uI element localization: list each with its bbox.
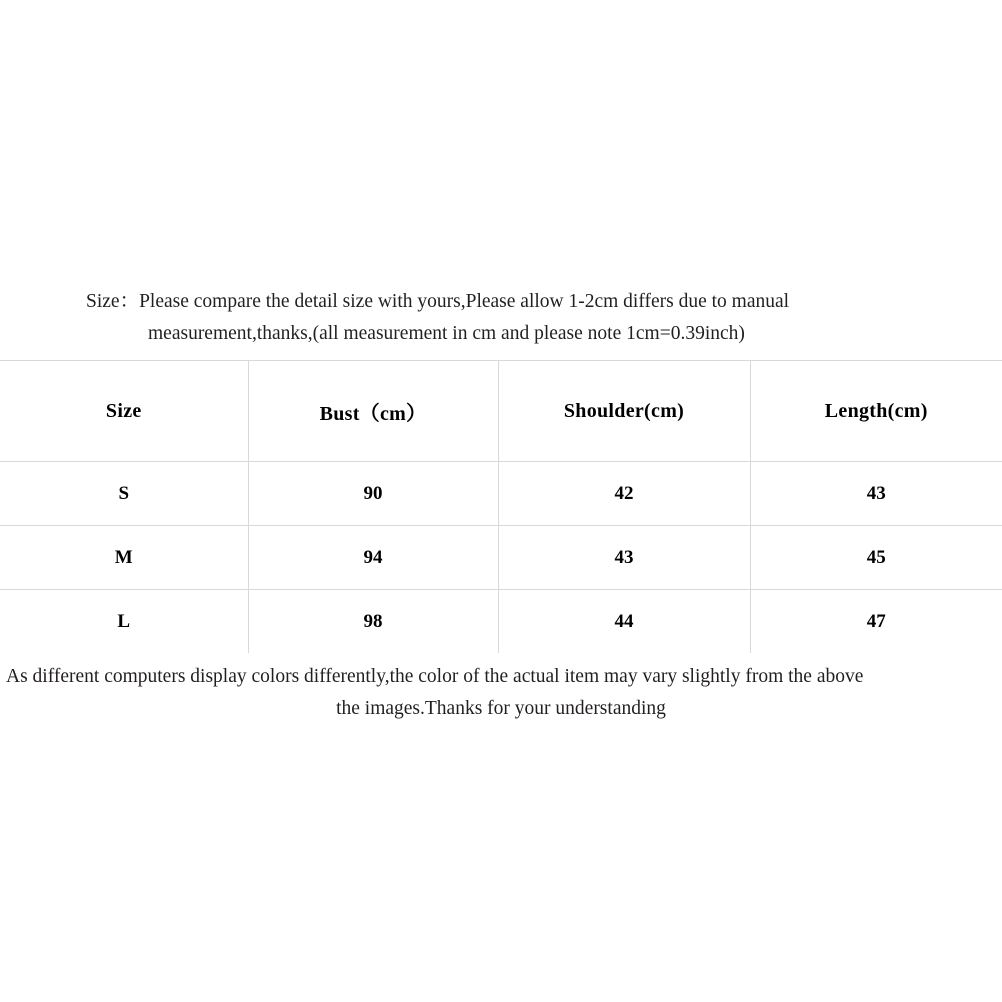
cell-bust: 98 [248, 590, 498, 654]
table-row [0, 526, 1002, 590]
cell-bust: 94 [248, 526, 498, 590]
size-note [0, 286, 1002, 350]
color-disclaimer-line-1: As different computers display colors differently,the color of the actual item may vary slightly from the above [6, 666, 864, 687]
cell-bust: 90 [248, 462, 498, 526]
table-header-row [0, 361, 1002, 462]
cell-size: M [0, 526, 248, 590]
cell-length: 47 [750, 590, 1002, 654]
column-header-size: Size [0, 361, 248, 462]
cell-shoulder: 42 [498, 462, 750, 526]
cell-size: L [0, 590, 248, 654]
size-table [0, 360, 1002, 653]
cell-length: 45 [750, 526, 1002, 590]
table-row [0, 462, 1002, 526]
cell-length: 43 [750, 462, 1002, 526]
cell-shoulder: 44 [498, 590, 750, 654]
cell-shoulder: 43 [498, 526, 750, 590]
size-note-line-2: measurement,thanks,(all measurement in cm and please note 1cm=0.39inch) [148, 323, 745, 344]
column-header-bust: Bust（cm） [248, 361, 498, 462]
column-header-shoulder: Shoulder(cm) [498, 361, 750, 462]
column-header-length: Length(cm) [750, 361, 1002, 462]
size-chart-content [0, 286, 1002, 725]
color-disclaimer [0, 661, 1002, 725]
cell-size: S [0, 462, 248, 526]
table-row [0, 590, 1002, 654]
size-note-line-1: Size：Please compare the detail size with yours,Please allow 1-2cm differs due to manual [86, 291, 790, 312]
color-disclaimer-line-2: the images.Thanks for your understanding [336, 698, 666, 719]
